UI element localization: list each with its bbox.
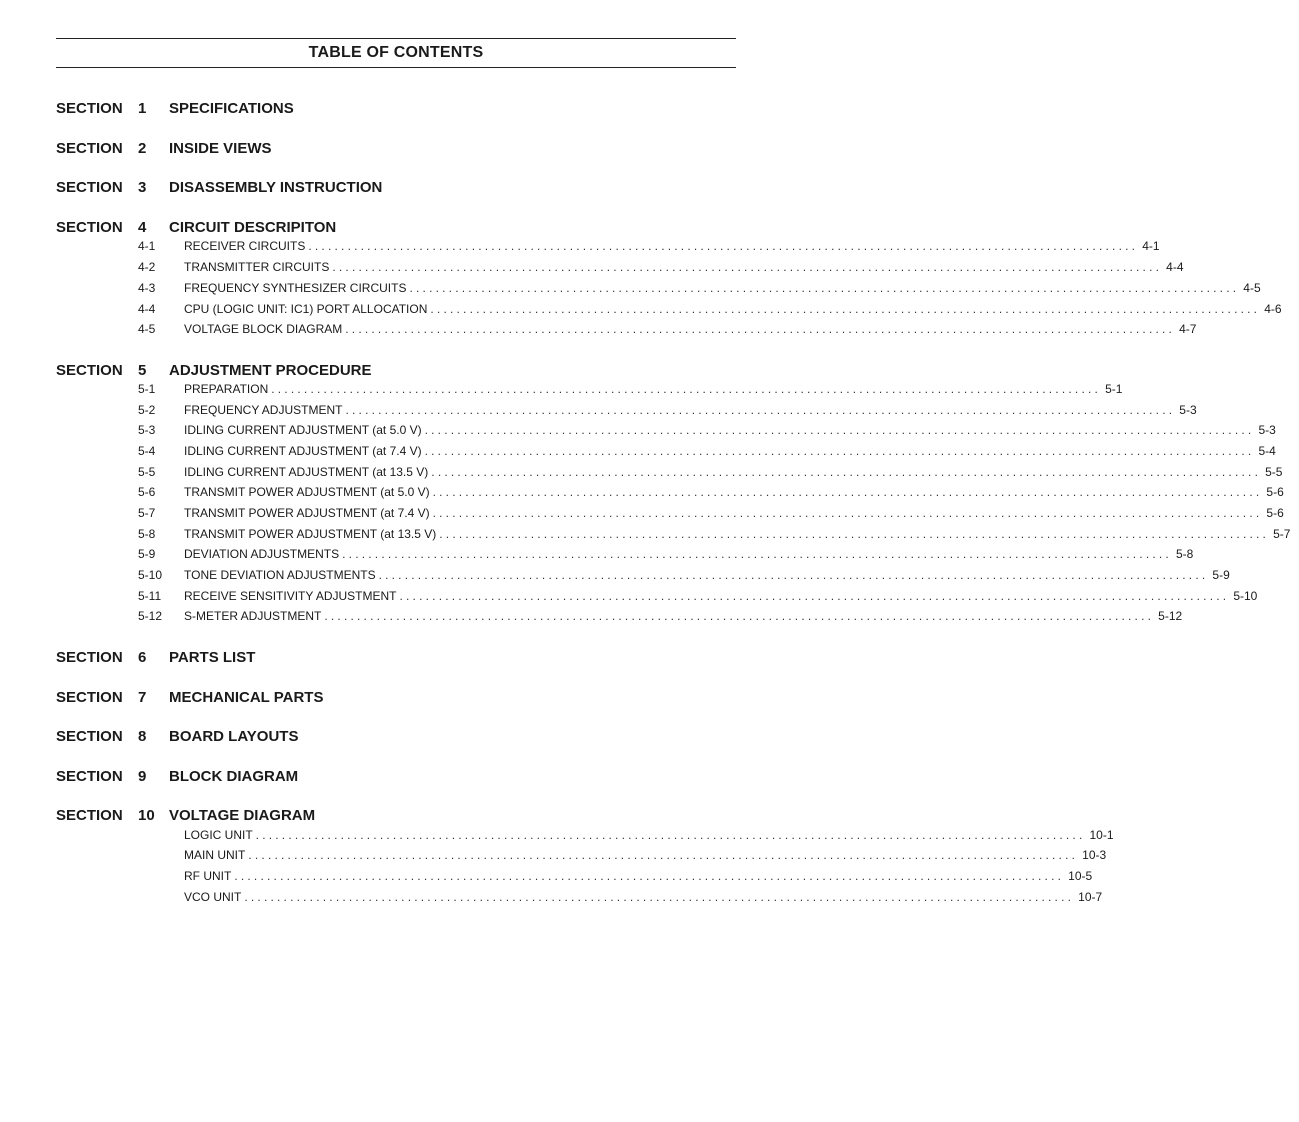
- section-title: VOLTAGE DIAGRAM: [169, 807, 316, 824]
- toc-entry-5-2[interactable]: [138, 403, 1197, 419]
- section-label: SECTION: [56, 728, 123, 745]
- entry-number: 5-4: [138, 444, 156, 458]
- entry-page: 10-1: [1089, 828, 1114, 842]
- entry-title: IDLING CURRENT ADJUSTMENT (at 7.4 V): [184, 444, 422, 458]
- section-label: SECTION: [56, 140, 123, 157]
- toc-entry-5-7[interactable]: [138, 506, 1284, 522]
- entry-page: 4-5: [1243, 281, 1261, 295]
- entry-number: 5-12: [138, 609, 163, 623]
- entry-title: RECEIVER CIRCUITS: [184, 239, 306, 253]
- entry-title: VCO UNIT: [184, 890, 242, 904]
- section-number: 1: [138, 100, 147, 117]
- dot-leader: ...............................................................................................................................: [244, 890, 1075, 904]
- entry-title: FREQUENCY ADJUSTMENT: [184, 403, 343, 417]
- section-heading-7[interactable]: [56, 689, 736, 709]
- entry-title: TRANSMIT POWER ADJUSTMENT (at 5.0 V): [184, 485, 430, 499]
- toc-entry-5-3[interactable]: [138, 423, 1276, 439]
- section-heading-2[interactable]: [56, 140, 736, 160]
- entry-page: 10-5: [1068, 869, 1093, 883]
- toc-entry-4-5[interactable]: [138, 322, 1197, 338]
- section-label: SECTION: [56, 100, 123, 117]
- dot-leader: ...............................................................................................................................: [409, 281, 1240, 295]
- section-title: DISASSEMBLY INSTRUCTION: [169, 179, 383, 196]
- section-label: SECTION: [56, 768, 123, 785]
- toc-entry-5-4[interactable]: [138, 444, 1276, 460]
- entry-page: 5-3: [1258, 423, 1276, 437]
- entry-number: 5-7: [138, 506, 156, 520]
- entry-number: 5-9: [138, 547, 156, 561]
- dot-leader: ...............................................................................................................................: [430, 302, 1261, 316]
- section-title: BOARD LAYOUTS: [169, 728, 299, 745]
- entry-page: 5-7: [1273, 527, 1291, 541]
- entry-page: 4-7: [1179, 322, 1197, 336]
- toc-entry-5-1[interactable]: [138, 382, 1123, 398]
- entry-number: 4-5: [138, 322, 156, 336]
- section-title: MECHANICAL PARTS: [169, 689, 324, 706]
- entry-number: 5-2: [138, 403, 156, 417]
- dot-leader: ...............................................................................................................................: [345, 403, 1176, 417]
- entry-page: 4-4: [1166, 260, 1184, 274]
- section-label: SECTION: [56, 362, 123, 379]
- dot-leader: ...............................................................................................................................: [432, 485, 1263, 499]
- entry-number: 5-11: [138, 589, 162, 603]
- entry-page: 5-9: [1212, 568, 1230, 582]
- dot-leader: ...............................................................................................................................: [439, 527, 1270, 541]
- section-heading-10[interactable]: [56, 807, 736, 827]
- entry-title: TRANSMIT POWER ADJUSTMENT (at 13.5 V): [184, 527, 437, 541]
- toc-entry-5-12[interactable]: [138, 609, 1183, 625]
- entry-title: PREPARATION: [184, 382, 269, 396]
- entry-title: S-METER ADJUSTMENT: [184, 609, 322, 623]
- dot-leader: ...............................................................................................................................: [432, 506, 1263, 520]
- dot-leader: ...............................................................................................................................: [345, 322, 1176, 336]
- entry-title: CPU (LOGIC UNIT: IC1) PORT ALLOCATION: [184, 302, 428, 316]
- section-title: BLOCK DIAGRAM: [169, 768, 299, 785]
- dot-leader: ...............................................................................................................................: [332, 260, 1163, 274]
- toc-entry-4-1[interactable]: [138, 239, 1160, 255]
- toc-entry-5-6[interactable]: [138, 485, 1284, 501]
- entry-title: TRANSMIT POWER ADJUSTMENT (at 7.4 V): [184, 506, 430, 520]
- section-title: CIRCUIT DESCRIPITON: [169, 219, 337, 236]
- entry-page: 5-3: [1179, 403, 1197, 417]
- section-number: 3: [138, 179, 147, 196]
- toc-entry-rf-unit[interactable]: [138, 869, 1093, 885]
- entry-title: IDLING CURRENT ADJUSTMENT (at 5.0 V): [184, 423, 422, 437]
- entry-number: 4-2: [138, 260, 156, 274]
- top-rule: [56, 38, 736, 39]
- entry-page: 5-12: [1158, 609, 1183, 623]
- entry-page: 10-3: [1082, 848, 1107, 862]
- section-heading-1[interactable]: [56, 100, 736, 120]
- section-heading-3[interactable]: [56, 179, 736, 199]
- dot-leader: ...............................................................................................................................: [424, 423, 1255, 437]
- dot-leader: ...............................................................................................................................: [248, 848, 1079, 862]
- toc-entry-5-10[interactable]: [138, 568, 1230, 584]
- toc-entry-5-8[interactable]: [138, 527, 1291, 543]
- entry-page: 5-8: [1175, 547, 1194, 561]
- dot-leader: ...............................................................................................................................: [431, 465, 1262, 479]
- section-heading-8[interactable]: [56, 728, 736, 748]
- entry-title: TONE DEVIATION ADJUSTMENTS: [184, 568, 376, 582]
- section-number: 6: [138, 649, 147, 666]
- entry-page: 5-1: [1105, 382, 1123, 396]
- entry-page: 4-6: [1264, 302, 1282, 316]
- entry-page: 5-6: [1266, 506, 1284, 520]
- section-label: SECTION: [56, 179, 123, 196]
- entry-page: 10-7: [1078, 890, 1103, 904]
- dot-leader: ...............................................................................................................................: [342, 547, 1172, 561]
- toc-entry-4-4[interactable]: [138, 302, 1282, 318]
- section-title: PARTS LIST: [169, 649, 256, 666]
- section-title: SPECIFICATIONS: [169, 100, 294, 117]
- dot-leader: ...............................................................................................................................: [424, 444, 1255, 458]
- entry-number: 5-5: [138, 465, 156, 479]
- entry-page: 5-6: [1266, 485, 1284, 499]
- section-label: SECTION: [56, 219, 123, 236]
- entry-page: 5-10: [1233, 589, 1258, 603]
- entry-number: 5-3: [138, 423, 156, 437]
- entry-number: 5-1: [138, 382, 156, 396]
- entry-title: RF UNIT: [184, 869, 232, 883]
- entry-title: DEVIATION ADJUSTMENTS: [184, 547, 340, 561]
- entry-page: 4-1: [1142, 239, 1160, 253]
- section-number: 9: [138, 768, 147, 785]
- section-number: 8: [138, 728, 147, 745]
- entry-number: 5-6: [138, 485, 156, 499]
- entry-title: TRANSMITTER CIRCUITS: [184, 260, 330, 274]
- entry-title: LOGIC UNIT: [184, 828, 253, 842]
- toc-entry-4-2[interactable]: [138, 260, 1184, 276]
- section-label: SECTION: [56, 807, 123, 824]
- section-heading-4[interactable]: [56, 219, 736, 239]
- dot-leader: ...............................................................................................................................: [324, 609, 1155, 623]
- section-heading-5[interactable]: [56, 362, 736, 382]
- page-title: TABLE OF CONTENTS: [308, 44, 484, 61]
- title-underline: [56, 67, 736, 68]
- toc-entry-main-unit[interactable]: [138, 848, 1107, 864]
- dot-leader: ...............................................................................................................................: [399, 589, 1230, 603]
- entry-number: 5-10: [138, 568, 163, 582]
- dot-leader: ...............................................................................................................................: [255, 828, 1086, 842]
- section-title: ADJUSTMENT PROCEDURE: [169, 362, 372, 379]
- entry-number: 4-3: [138, 281, 156, 295]
- section-title: INSIDE VIEWS: [169, 140, 272, 157]
- section-heading-9[interactable]: [56, 768, 736, 788]
- entry-title: RECEIVE SENSITIVITY ADJUSTMENT: [184, 589, 397, 603]
- entry-number: 4-1: [138, 239, 156, 253]
- dot-leader: ...............................................................................................................................: [308, 239, 1139, 253]
- toc-entry-5-5[interactable]: [138, 465, 1283, 481]
- entry-title: FREQUENCY SYNTHESIZER CIRCUITS: [184, 281, 407, 295]
- entry-title: IDLING CURRENT ADJUSTMENT (at 13.5 V): [184, 465, 429, 479]
- toc-entry-logic-unit[interactable]: [138, 828, 1114, 844]
- dot-leader: ...............................................................................................................................: [271, 382, 1102, 396]
- section-number: 7: [138, 689, 147, 706]
- entry-title: VOLTAGE BLOCK DIAGRAM: [184, 322, 343, 336]
- section-number: 4: [138, 219, 147, 236]
- section-number: 2: [138, 140, 147, 157]
- section-number: 5: [138, 362, 147, 379]
- toc-entry-4-3[interactable]: [138, 281, 1261, 297]
- entry-page: 5-4: [1258, 444, 1276, 458]
- dot-leader: ...............................................................................................................................: [378, 568, 1209, 582]
- toc-entry-5-9[interactable]: [138, 547, 1194, 563]
- dot-leader: ...............................................................................................................................: [234, 869, 1065, 883]
- section-label: SECTION: [56, 649, 123, 666]
- entry-title: MAIN UNIT: [184, 848, 246, 862]
- entry-page: 5-5: [1265, 465, 1283, 479]
- entry-number: 4-4: [138, 302, 156, 316]
- entry-number: 5-8: [138, 527, 156, 541]
- toc-entry-vco-unit[interactable]: [138, 890, 1103, 906]
- section-number: 10: [138, 807, 155, 824]
- section-heading-6[interactable]: [56, 649, 736, 669]
- toc-entry-5-11[interactable]: [138, 589, 1258, 605]
- section-label: SECTION: [56, 689, 123, 706]
